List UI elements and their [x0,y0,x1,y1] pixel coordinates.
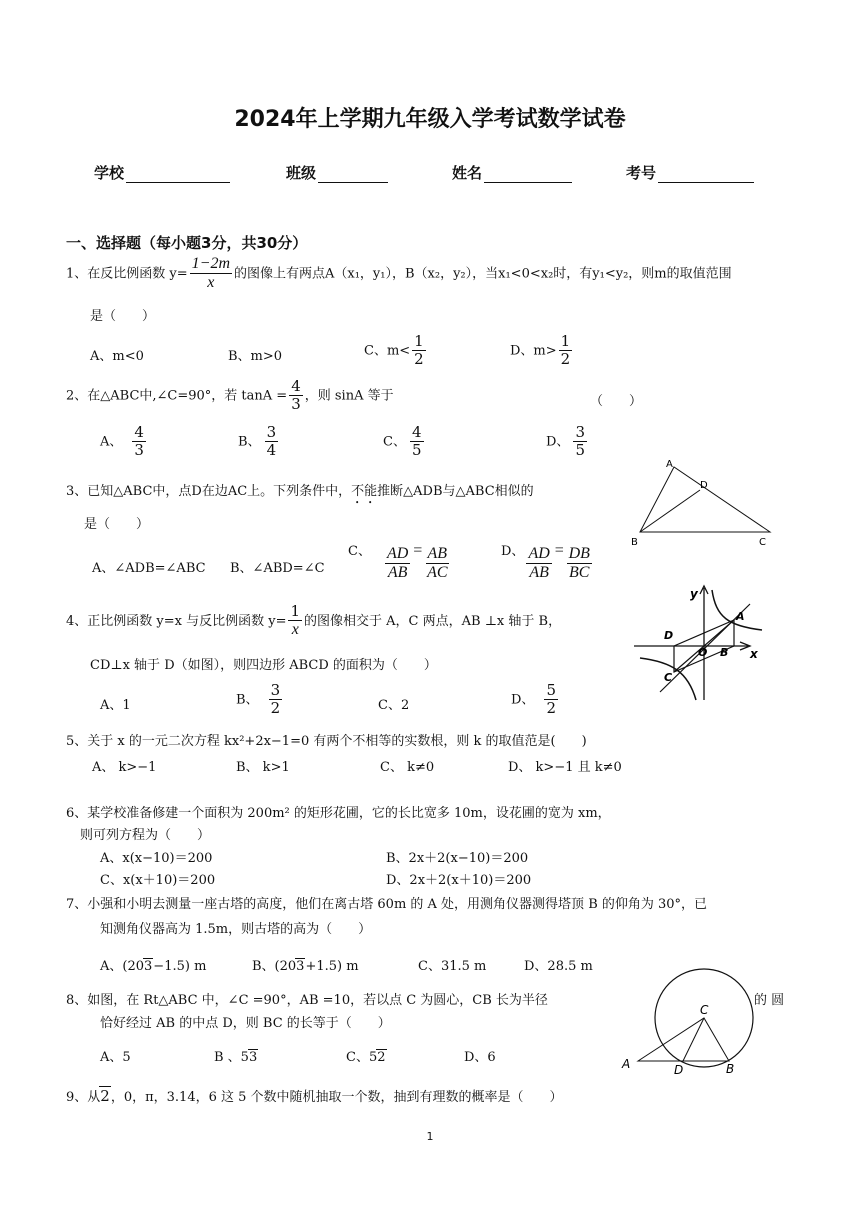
q6-option-b[interactable]: B、2x＋2(x−10)＝200 [386,851,529,866]
page-number: 1 [426,1130,434,1143]
q1-continuation: 是（ ） [90,309,156,324]
label-b: B [720,646,729,659]
name-field[interactable] [452,162,572,183]
q3-emphasis: 不能 [351,484,378,499]
q2-answer-paren: （ ） [590,394,643,409]
label-c: C [700,1003,709,1017]
q1-option-d[interactable]: D、m> $\frac{1}{2}$ [510,332,571,369]
class-blank[interactable] [318,166,388,183]
class-label: 班级 [286,164,317,182]
q9-radical: 2 [100,1087,110,1105]
question-2: 2、在△ABC中,∠C=90°，若 tanA = $\frac{4}{3}$ ，则 sinA 等于 [66,377,394,414]
exam-number-field[interactable] [626,162,754,183]
q7-option-c[interactable]: C、31.5 m [418,959,487,974]
triangle-abc [640,467,770,532]
q8-circle-figure [618,962,758,1077]
label-a: A [736,610,745,623]
exam-number-label: 考号 [626,164,657,182]
q2-option-b[interactable]: B、 $\frac{3}{4}$ [238,423,277,460]
question-5: 5、关于 x 的一元二次方程 kx²+2x−1=0 有两个不相等的实数根，则 k 的取值范是( ) [66,734,587,749]
page-title: 2024年上学期九年级入学考试数学试卷 [234,107,626,132]
q5-option-c[interactable]: C、 k≠0 [380,760,435,775]
question-6: 6、某学校准备修建一个面积为 200m² 的矩形花圃，它的长比宽多 10m，设花圃的宽为 xm， [66,806,611,821]
label-a: A [622,1057,631,1071]
q4-continuation: CD⊥x 轴于 D（如图），则四边形 ABCD 的面积为（ ） [90,658,437,673]
q1-text-post: 的图像上有两点A（x₁，y₁），B（x₂，y₂），当x₁<0<x₂时，有y₁<y₂，则m的取值范围 [234,266,732,282]
q6-option-d[interactable]: D、2x＋2(x＋10)＝200 [386,873,532,888]
q5-option-a[interactable]: A、 k>−1 [92,760,157,775]
label-a: A [666,459,673,470]
q3-option-c[interactable]: C、 $\frac{AD}{AB}$ = $\frac{AB}{AC}$ [348,542,448,582]
q4-option-c[interactable]: C、2 [378,698,410,713]
q4-option-b[interactable]: B、 $\frac{3}{2}$ [236,681,281,718]
q8-option-c[interactable]: C、52 [346,1050,386,1065]
q2-option-c[interactable]: C、 $\frac{4}{5}$ [383,423,422,460]
q3-option-d[interactable]: D、 $\frac{AD}{AB}$ = $\frac{DB}{BC}$ [501,542,590,582]
q7-continuation: 知测角仪器高为 1.5m，则古塔的高为（ ） [100,922,372,937]
q5-option-b[interactable]: B、 k>1 [236,760,290,775]
exam-number-blank[interactable] [658,166,754,183]
q1-fraction: $\frac{1-2m}{x}$ [191,255,230,292]
school-field[interactable] [94,162,230,183]
label-d: D [664,629,674,642]
q4-graph-figure [630,582,770,702]
q7-option-d[interactable]: D、28.5 m [524,959,593,974]
label-c: C [664,671,673,684]
q2-option-d[interactable]: D、 $\frac{3}{5}$ [546,423,585,460]
q1-option-b[interactable]: B、m>0 [228,349,283,364]
label-y: y [690,587,698,601]
question-8: 8、如图，在 Rt△ABC 中，∠C =90°，AB =10，若以点 C 为圆心，CB 长为半径 [66,993,548,1008]
q6-option-a[interactable]: A、x(x−10)＝200 [100,851,213,866]
q3-option-b[interactable]: B、∠ABD=∠C [230,561,325,576]
q7-option-b[interactable]: B、(203+1.5) m [252,959,359,974]
class-field[interactable] [286,162,388,183]
label-d: D [700,480,708,491]
label-d: D [674,1063,684,1077]
q1-option-c[interactable]: C、m< $\frac{1}{2}$ [364,332,424,369]
q4-option-d[interactable]: D、 $\frac{5}{2}$ [511,681,556,718]
label-b: B [726,1062,735,1076]
label-c: C [759,537,766,548]
q8-continuation: 恰好经过 AB 的中点 D，则 BC 的长等于（ ） [100,1016,391,1031]
q6-continuation: 则可列方程为（ ） [80,828,211,843]
triangle-abc [638,1018,729,1061]
q8-option-d[interactable]: D、6 [464,1050,496,1065]
q3-continuation: 是（ ） [84,517,150,532]
school-blank[interactable] [126,166,230,183]
q8-text-tail: 的 圆 [754,993,785,1008]
q8-option-b[interactable]: B 、53 [214,1050,258,1065]
q1-option-a[interactable]: A、m<0 [90,349,144,364]
q3-triangle-figure [628,455,773,550]
question-3: 3、已知△ABC中，点D在边AC上。下列条件中，不能推断△ADB与△ABC相似的 [66,484,534,499]
name-label: 姓名 [452,164,483,182]
q8-option-a[interactable]: A、5 [100,1050,131,1065]
question-7: 7、小强和小明去测量一座古塔的高度，他们在离古塔 60m 的 A 处，用测角仪器测得塔顶 B 的仰角为 30°，已 [66,897,708,912]
q6-option-c[interactable]: C、x(x＋10)＝200 [100,873,216,888]
q2-option-a[interactable]: A、 $\frac{4}{3}$ [100,423,144,460]
segment-bd [640,490,700,532]
q5-option-d[interactable]: D、 k>−1 且 k≠0 [508,760,622,775]
question-9: 9、从2，0，π，3.14，6 这 5 个数中随机抽取一个数，抽到有理数的概率是（ ） [66,1087,563,1105]
label-x: x [750,647,758,661]
q4-option-a[interactable]: A、1 [100,698,131,713]
q1-text-pre: 1、在反比例函数 y= [66,266,188,282]
label-b: B [631,537,638,548]
question-4: 4、正比例函数 y=x 与反比例函数 y= $\frac{1}{x}$ 的图像相交于 A，C 两点，AB ⊥x 轴于 B， [66,602,562,639]
q7-option-a[interactable]: A、(203−1.5) m [100,959,207,974]
name-blank[interactable] [484,166,572,183]
q3-option-a[interactable]: A、∠ADB=∠ABC [92,561,206,576]
school-label: 学校 [94,164,125,182]
label-o: O [698,646,708,659]
section-heading: 一、选择题（每小题3分，共30分） [66,234,308,252]
question-1 [66,255,732,293]
